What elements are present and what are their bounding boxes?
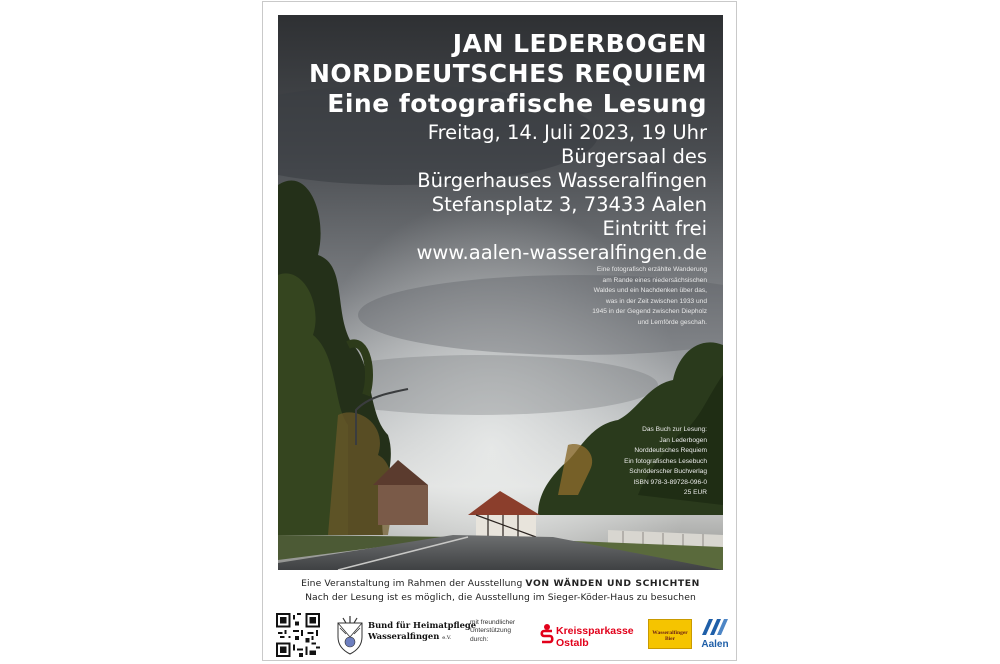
sparkasse-s-icon xyxy=(540,623,554,645)
exhibition-note-prefix: Eine Veranstaltung im Rahmen der Ausstellung xyxy=(301,578,526,589)
event-website[interactable]: www.aalen-wasseralfingen.de xyxy=(416,241,707,264)
description-line: Eine fotografisch erzählte Wanderung xyxy=(596,266,707,273)
book-info-line: Schröderscher Buchverlag xyxy=(629,468,707,475)
event-date: Freitag, 14. Juli 2023, 19 Uhr xyxy=(427,121,707,144)
book-info-line: Das Buch zur Lesung: xyxy=(642,426,707,433)
beer-brand-text: Wasseralfinger Bier xyxy=(652,630,688,642)
exhibition-note xyxy=(278,578,723,589)
aalen-logo xyxy=(700,615,730,655)
description-line: und Lemförde geschah. xyxy=(637,318,707,326)
poster-headline xyxy=(309,29,707,119)
book-info xyxy=(567,425,707,499)
support-note xyxy=(470,619,515,644)
description-line: 1945 in der Gegend zwischen Diepholz xyxy=(592,308,707,315)
book-info-line: 25 EUR xyxy=(683,489,707,496)
exhibition-title: VON WÄNDEN UND SCHICHTEN xyxy=(525,578,700,589)
kreissparkasse-logo xyxy=(540,617,640,655)
kreissparkasse-region: Ostalb xyxy=(556,637,589,649)
coat-of-arms-icon xyxy=(334,615,366,655)
sponsor-logos xyxy=(276,611,729,659)
book-info-line: ISBN 978-3-89728-096-0 xyxy=(633,478,707,486)
admission-note: Eintritt frei xyxy=(602,217,707,240)
venue-address: Stefansplatz 3, 73433 Aalen xyxy=(431,193,707,216)
book-info-line: Norddeutsches Requiem xyxy=(634,447,707,454)
support-line: Unterstützung xyxy=(470,627,512,635)
heimatpflege-ev: e.V. xyxy=(442,635,452,641)
heimatpflege-name: Bund für Heimatpflege xyxy=(368,620,477,630)
heimatpflege-logo xyxy=(334,615,477,657)
support-line: mit freundlicher xyxy=(470,619,516,626)
qr-code-icon[interactable] xyxy=(276,613,320,657)
event-subtitle: Eine fotografische Lesung xyxy=(327,89,707,118)
event-details xyxy=(416,121,707,265)
description-line: was in der Zeit zwischen 1933 und xyxy=(605,297,707,305)
visit-note: Nach der Lesung ist es möglich, die Ausstellung im Sieger-Köder-Haus zu besuchen xyxy=(305,592,696,603)
book-info-line: Ein fotografisches Lesebuch xyxy=(624,457,707,465)
kreissparkasse-name: Kreissparkasse xyxy=(556,625,634,637)
aalen-text: Aalen xyxy=(701,639,729,650)
event-description xyxy=(547,265,707,328)
support-line: durch: xyxy=(470,635,489,643)
venue-line-2: Bürgerhauses Wasseralfingen xyxy=(417,169,707,192)
heimatpflege-text xyxy=(368,620,476,644)
heimatpflege-place: Wasseralfingen xyxy=(368,631,440,641)
event-poster xyxy=(262,1,737,661)
aalen-emblem-icon xyxy=(700,615,730,639)
description-line: am Rande eines niedersächsischen xyxy=(602,276,707,284)
author-name: JAN LEDERBOGEN xyxy=(452,29,707,58)
description-line: Waldes und ein Nachdenken über das, xyxy=(593,287,707,294)
poster-photo xyxy=(278,15,723,570)
book-info-line: Jan Lederbogen xyxy=(659,436,707,444)
work-title: NORDDEUTSCHES REQUIEM xyxy=(308,59,707,88)
wasseralfinger-bier-logo xyxy=(648,619,692,649)
venue-line-1: Bürgersaal des xyxy=(560,145,707,168)
